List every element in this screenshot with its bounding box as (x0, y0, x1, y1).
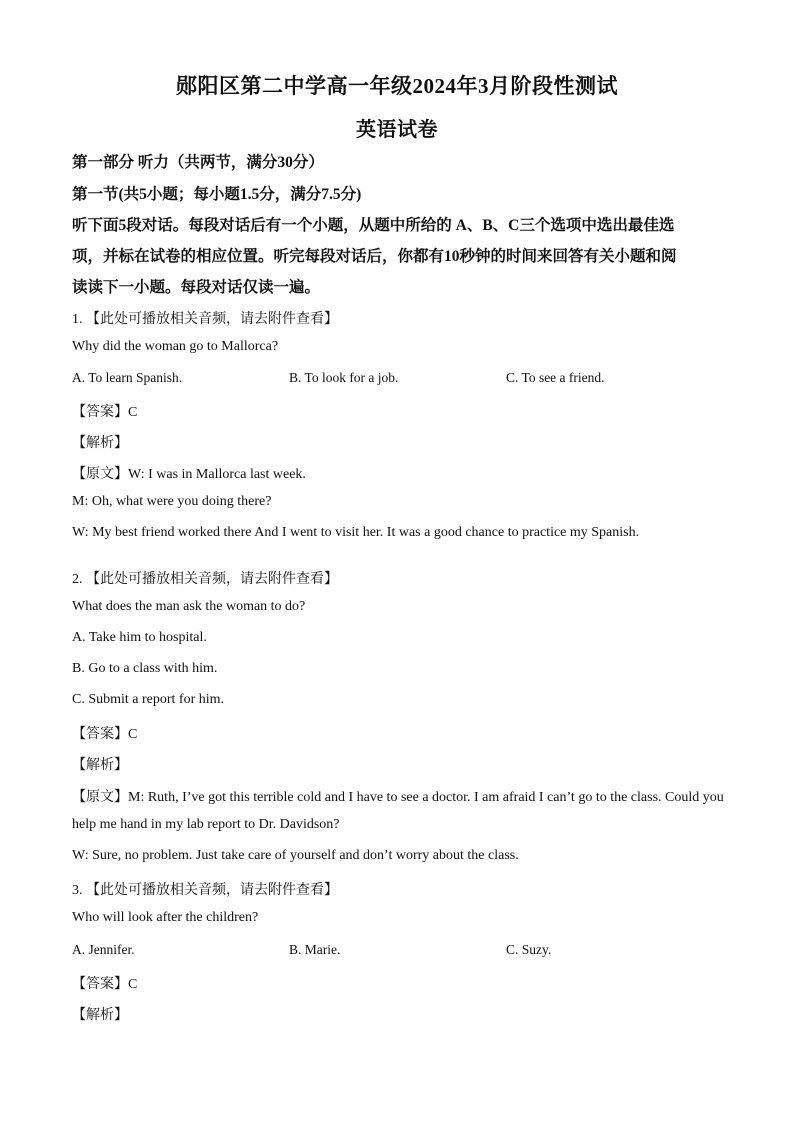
q3-option-b: B. Marie. (289, 942, 341, 957)
q2-transcript-line: W: Sure, no problem. Just take care of yourself and don’t worry about the class. (72, 848, 519, 863)
q2-option-a: A. Take him to hospital. (72, 630, 207, 645)
q1-question: Why did the woman go to Mallorca? (72, 339, 279, 354)
q2-transcript-line: 【原文】M: Ruth, I’ve got this terrible cold and I have to see a doctor. I am afraid I can’t go to the class. Could you (72, 790, 724, 805)
q3-question: Who will look after the children? (72, 910, 259, 925)
q1-option-c: C. To see a friend. (506, 370, 605, 385)
instruction-line-1: 听下面5段对话。每段对话后有一个小题，从题中所给的 A、B、C三个选项中选出最佳选 (72, 217, 675, 234)
q2-answer: 【答案】C (72, 727, 138, 742)
q2-analysis: 【解析】 (72, 758, 128, 773)
part-heading: 第一部分 听力（共两节，满分30分） (72, 154, 324, 171)
q3-analysis: 【解析】 (72, 1008, 128, 1023)
q1-header: 1. 【此处可播放相关音频，请去附件查看】 (72, 312, 338, 327)
q1-analysis: 【解析】 (72, 436, 128, 451)
q1-option-b: B. To look for a job. (289, 370, 399, 385)
instruction-line-3: 读读下一小题。每段对话仅读一遍。 (72, 279, 321, 296)
q3-option-a: A. Jennifer. (72, 942, 135, 957)
q2-header: 2. 【此处可播放相关音频，请去附件查看】 (72, 572, 338, 587)
q2-option-c: C. Submit a report for him. (72, 692, 225, 707)
section-heading: 第一节(共5小题；每小题1.5分，满分7.5分) (72, 186, 362, 203)
q2-question: What does the man ask the woman to do? (72, 599, 306, 614)
q1-answer: 【答案】C (72, 405, 138, 420)
q3-answer: 【答案】C (72, 977, 138, 992)
page-title: 郧阳区第二中学高一年级2024年3月阶段性测试 (176, 74, 618, 98)
q1-transcript-line: M: Oh, what were you doing there? (72, 494, 272, 509)
page-subtitle: 英语试卷 (356, 119, 438, 141)
q1-transcript-line: 【原文】W: I was in Mallorca last week. (72, 467, 306, 482)
q1-option-a: A. To learn Spanish. (72, 370, 183, 385)
q2-transcript-line: help me hand in my lab report to Dr. Davidson? (72, 817, 340, 832)
q3-option-c: C. Suzy. (506, 942, 552, 957)
q2-option-b: B. Go to a class with him. (72, 661, 218, 676)
q3-header: 3. 【此处可播放相关音频，请去附件查看】 (72, 883, 338, 898)
q1-transcript-line: W: My best friend worked there And I went to visit her. It was a good chance to practice my Spanish. (72, 525, 640, 540)
instruction-line-2: 项，并标在试卷的相应位置。听完每段对话后，你都有10秒钟的时间来回答有关小题和阅 (72, 248, 677, 265)
